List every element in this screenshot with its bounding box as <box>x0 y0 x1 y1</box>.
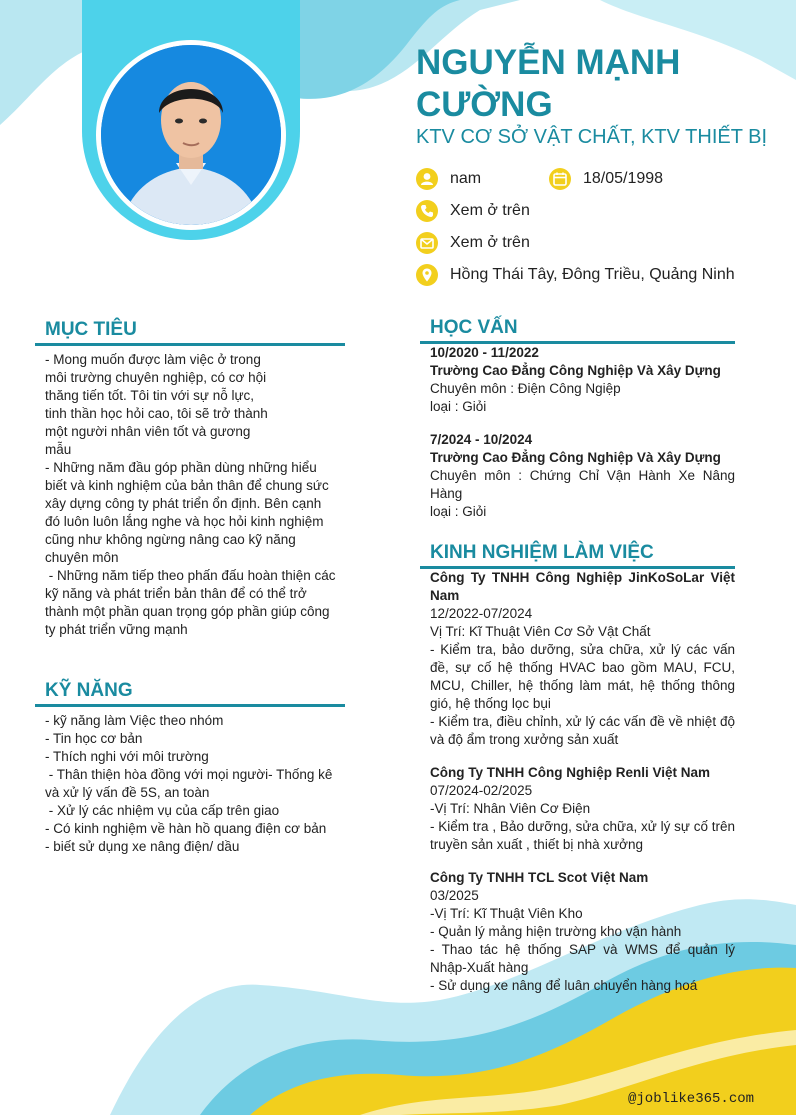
objective-line: môi trường chuyên nghiệp, có cơ hội <box>45 370 267 385</box>
education-grade: loại : Giỏi <box>430 399 487 414</box>
objective-line: - Những năm đầu góp phần dùng những hiểu <box>45 460 317 475</box>
skill-line: và xử lý vấn đề 5S, an toàn <box>45 785 210 800</box>
experience-period: 12/2022-07/2024 <box>430 606 533 621</box>
experience-period: 03/2025 <box>430 888 479 903</box>
education-date: 10/2020 - 11/2022 <box>430 345 539 360</box>
skill-line: - Thân thiện hòa đồng với mọi người- Thống kê <box>45 767 333 782</box>
skill-line: - biết sử dụng xe nâng điện/ dầu <box>45 839 240 854</box>
skill-line: - Xử lý các nhiệm vụ của cấp trên giao <box>45 803 280 818</box>
objective-line: kỹ năng và phát triển bản thân để có thể trở <box>45 586 307 601</box>
education-school: Trường Cao Đẳng Công Nghiệp Và Xây Dựng <box>430 363 721 378</box>
objective-line: tinh thần học hỏi cao, tôi sẽ trở thành <box>45 406 268 421</box>
education-heading: HỌC VẤN <box>430 317 518 338</box>
experience-company: Công Ty TNHH Công Nghiệp Renli Việt Nam <box>430 765 711 780</box>
objective-line: - Mong muốn được làm việc ở trong <box>45 352 261 367</box>
profile-photo <box>101 45 281 225</box>
objective-line: biết và kinh nghiệm của bản thân để chung sức <box>45 478 329 493</box>
objective-line: một người nhân viên tốt và gương <box>45 424 251 439</box>
skill-line: - Thích nghi với môi trường <box>45 749 209 764</box>
skills-heading: KỸ NĂNG <box>45 680 133 701</box>
experience-duty: - Thao tác hệ thống SAP và WMS để quản lý Nhập-Xuất hàng <box>430 942 735 975</box>
objective-line: đó luôn luôn lắng nghe và học hỏi kinh nghiệm <box>45 514 324 529</box>
phone-icon <box>416 200 438 222</box>
objective-line: ty phát triển vững mạnh <box>45 622 188 637</box>
address-value: Hồng Thái Tây, Đông Triều, Quảng Ninh <box>450 266 735 283</box>
job-title: KTV CƠ SỞ VẬT CHẤT, KTV THIẾT BỊ <box>416 126 768 148</box>
skills-rule <box>35 704 345 707</box>
name-line-1: NGUYỄN MẠNH <box>416 43 681 82</box>
calendar-icon <box>549 168 571 190</box>
gender-value: nam <box>450 170 482 187</box>
experience-role: Vị Trí: Kĩ Thuật Viên Cơ Sở Vật Chất <box>430 624 651 639</box>
name-line-2: CƯỜNG <box>416 85 553 124</box>
experience-duty: - Quản lý mảng hiện trường kho vận hành <box>430 924 682 939</box>
skill-line: - kỹ năng làm Việc theo nhóm <box>45 713 224 728</box>
objective-line: thành một phần quan trọng góp phần giúp công <box>45 604 330 619</box>
objective-line: xây dựng công ty phát triển ổn định. Bên cạnh <box>45 496 322 511</box>
education-item <box>430 344 735 416</box>
skill-line: - Tin học cơ bản <box>45 731 143 746</box>
education-grade: loại : Giỏi <box>430 504 487 519</box>
email-value: Xem ở trên <box>450 234 530 251</box>
education-date: 7/2024 - 10/2024 <box>430 432 533 447</box>
experience-role: -Vị Trí: Kĩ Thuật Viên Kho <box>430 906 583 921</box>
skill-line: - Có kinh nghiệm về hàn hồ quang điện cơ bản <box>45 821 327 836</box>
experience-duty: - Kiểm tra , Bảo dưỡng, sửa chữa, xử lý sự cố trên truyền sản xuất , thiết bị nhà xưởng <box>430 819 735 852</box>
education-school: Trường Cao Đẳng Công Nghiệp Và Xây Dựng <box>430 450 721 465</box>
objective-line: mẫu <box>45 442 72 457</box>
experience-duty: - Kiểm tra, bảo dưỡng, sửa chữa, xử lý các vấn đề, sự cố hệ thống HVAC bao gồm MAU, FCU, MCU, Chiller, hệ thống làm mát, hệ thống thông gió, hệ thống lọc bụi <box>430 642 735 711</box>
experience-period: 07/2024-02/2025 <box>430 783 533 798</box>
site-watermark[interactable]: @joblike365.com <box>628 1091 755 1107</box>
objective-heading: MỤC TIÊU <box>45 319 137 340</box>
email-icon <box>416 232 438 254</box>
user-icon <box>416 168 438 190</box>
experience-item <box>430 869 735 995</box>
education-major: Chuyên môn : Điện Công Ngiệp <box>430 381 621 396</box>
objective-line: chuyên môn <box>45 550 119 565</box>
objective-line: thăng tiến tốt. Tôi tin với sự nỗ lực, <box>45 388 255 403</box>
experience-company: Công Ty TNHH Công Nghiệp JinKoSoLar Việt Nam <box>430 570 735 603</box>
education-major: Chuyên môn : Chứng Chỉ Vận Hành Xe Nâng Hàng <box>430 468 735 501</box>
location-pin-icon <box>416 264 438 286</box>
education-item <box>430 431 735 521</box>
experience-company: Công Ty TNHH TCL Scot Việt Nam <box>430 870 649 885</box>
objective-line: - Những năm tiếp theo phấn đấu hoàn thiện các <box>45 568 336 583</box>
experience-item <box>430 569 735 749</box>
experience-heading: KINH NGHIỆM LÀM VIỆC <box>430 542 654 563</box>
experience-duty: - Kiểm tra, điều chỉnh, xử lý các vấn đề về nhiệt độ và độ ẩm trong xưởng sản xuất <box>430 714 735 747</box>
phone-value: Xem ở trên <box>450 202 530 219</box>
candidate-name <box>416 42 786 126</box>
objective-rule <box>35 343 345 346</box>
objective-line: cũng như không ngừng nâng cao kỹ năng <box>45 532 296 547</box>
skills-text <box>45 712 350 856</box>
experience-role: -Vị Trí: Nhân Viên Cơ Điện <box>430 801 591 816</box>
dob-value: 18/05/1998 <box>583 170 664 187</box>
experience-item <box>430 764 735 854</box>
objective-text <box>45 351 345 639</box>
experience-duty: - Sử dụng xe nâng để luân chuyển hàng hoá <box>430 978 698 993</box>
